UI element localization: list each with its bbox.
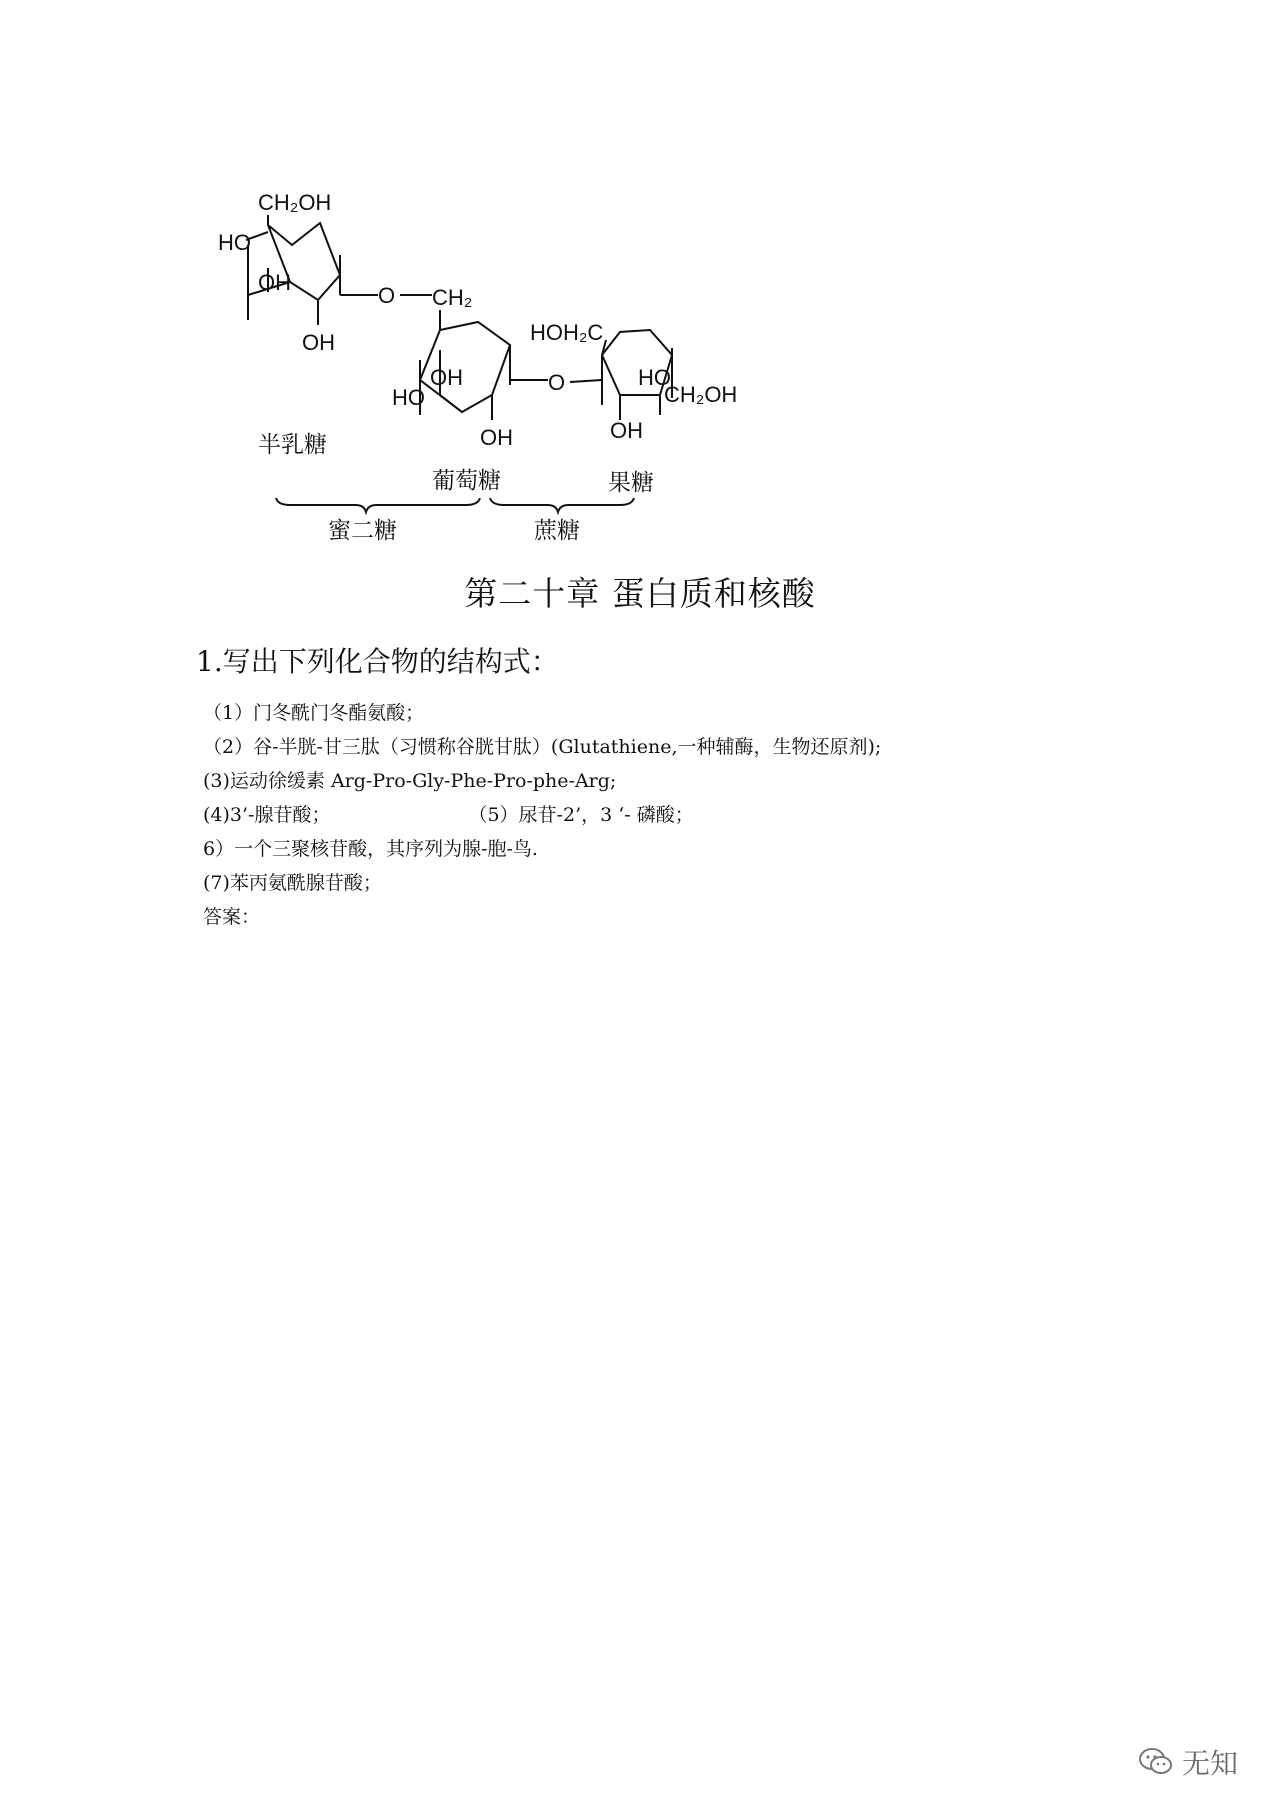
watermark-text: 无知: [1182, 1747, 1239, 1780]
question-title: 1.写出下列化合物的结构式：: [196, 645, 559, 678]
label-sucrose: 蔗糖: [534, 518, 580, 544]
group-oh-glc-mid: OH: [430, 365, 463, 390]
brace-melibiose: [276, 498, 480, 512]
group-ch2oh-right: CH₂OH: [664, 382, 738, 407]
group-hoh2c: HOH₂C: [530, 320, 604, 345]
list-item: [203, 798, 881, 832]
glycosidic-o-1: O: [378, 283, 396, 308]
brace-sucrose: [490, 498, 634, 512]
list-item: (3)运动徐缓素 Arg-Pro-Gly-Phe-Pro-phe-Arg;: [203, 770, 617, 792]
list-item: (7)苯丙氨酰腺苷酸；: [203, 872, 382, 894]
item-5: （5）尿苷-2’，3 ‘- 磷酸；: [468, 804, 694, 826]
label-fructose: 果糖: [608, 470, 654, 496]
label-glucose: 葡萄糖: [432, 468, 501, 494]
group-ho-left: HO: [218, 230, 251, 255]
glycosidic-o-2: O: [548, 370, 566, 395]
group-oh-glc-bottom: OH: [480, 425, 513, 450]
wechat-icon: [1138, 1747, 1174, 1777]
group-oh-mid: OH: [258, 270, 291, 295]
item-4a: (4)3’-腺苷酸；: [203, 804, 331, 826]
watermark: [1138, 1742, 1238, 1782]
label-galactose: 半乳糖: [258, 432, 327, 458]
label-melibiose: 蜜二糖: [328, 518, 397, 544]
group-ch2: CH₂: [432, 285, 473, 310]
list-item: 答案：: [203, 906, 261, 928]
group-oh-bottom: OH: [302, 330, 335, 355]
list-item: 6）一个三聚核苷酸，其序列为腺-胞-鸟.: [203, 838, 538, 860]
trisaccharide-structure: [0, 0, 1280, 560]
group-ho-fru: HO: [638, 365, 671, 390]
list-item: （1）门冬酰门冬酯氨酸；: [203, 702, 425, 724]
question-items: [203, 696, 881, 934]
group-ho-glc-left: HO: [392, 385, 425, 410]
list-item: （2）谷-半胱-甘三肽（习惯称谷胱甘肽）(Glutathiene,一种辅酶，生物还原剂);: [203, 736, 882, 758]
chapter-title: 第二十章 蛋白质和核酸: [464, 574, 816, 613]
group-oh-fru-bottom: OH: [610, 418, 643, 443]
group-ch2oh-top: CH₂OH: [258, 190, 332, 215]
